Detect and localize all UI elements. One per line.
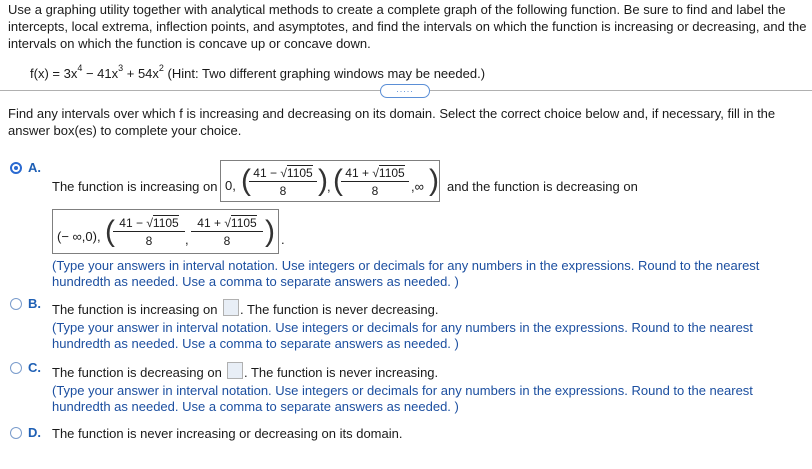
radio-option-b[interactable] <box>10 298 22 310</box>
close-paren: ) <box>318 164 328 197</box>
option-b-note: (Type your answer in interval notation. Use integers or decimals for any numbers in the expressions. Round to the nearest hundredth as needed. Use a comma to separate answers as needed. ) <box>52 320 753 351</box>
fx-hint: (Hint: Two different graphing windows may be needed.) <box>163 66 486 81</box>
fraction-numerator: 41 − √1105 <box>249 166 317 182</box>
comma: , <box>185 232 189 247</box>
increasing-answer-box[interactable] <box>220 160 440 202</box>
interval-end: ,∞ <box>411 179 424 194</box>
option-c-text-after: . The function is never increasing. <box>244 365 439 380</box>
fraction-2 <box>341 166 409 198</box>
fraction-denominator: 8 <box>145 234 153 248</box>
fx-exponent: 2 <box>158 63 164 73</box>
fraction-denominator: 8 <box>223 234 231 248</box>
fraction-numerator: 41 + √1105 <box>191 216 263 232</box>
fx-exponent: 4 <box>77 63 83 73</box>
radio-option-c[interactable] <box>10 362 22 374</box>
comma: , <box>327 179 331 194</box>
radio-option-a[interactable] <box>10 162 22 174</box>
fx-term: − 41x <box>82 66 119 81</box>
numerator-prefix: 41 − <box>253 166 281 180</box>
sqrt-argument: 1105 <box>230 216 257 230</box>
fraction-numerator: 41 + √1105 <box>341 166 409 182</box>
interval-start: 0, <box>225 178 236 193</box>
fraction-denominator: 8 <box>279 184 287 198</box>
close-paren: ) <box>265 215 275 248</box>
sqrt-argument: 1105 <box>378 166 405 180</box>
sqrt-argument: 1105 <box>152 216 179 230</box>
fraction-1 <box>249 166 317 198</box>
fraction-numerator: 41 − √1105 <box>113 216 185 232</box>
numerator-prefix: 41 − <box>119 216 147 230</box>
more-button[interactable]: ..... <box>380 84 430 98</box>
radio-option-d[interactable] <box>10 427 22 439</box>
option-c-letter: C. <box>28 360 41 375</box>
question-text: Use a graphing utility together with analytical methods to create a complete graph of the following function. Be sure to find and label the intercepts, local extrema, inflection points, and asymptotes, and find the intervals on which the function is increasing or decreasing, and the intervals on which the function is concave up or concave down. <box>8 2 807 51</box>
instruction-text: Find any intervals over which f is increasing and decreasing on its domain. Select the correct choice below and, if necessary, fill in the answer box(es) to complete your choice. <box>8 106 776 138</box>
option-a-note: (Type your answers in interval notation. Use integers or decimals for any numbers in the expressions. Round to the nearest hundredth as needed. Use a comma to separate answers as needed. ) <box>52 258 760 289</box>
option-d-text: The function is never increasing or decreasing on its domain. <box>52 426 403 441</box>
option-a-letter: A. <box>28 160 41 175</box>
option-b-letter: B. <box>28 296 41 311</box>
option-a-text-after: and the function is decreasing on <box>447 179 638 194</box>
option-b-answer-box[interactable] <box>223 299 239 316</box>
fx-term: + 54x <box>123 66 159 81</box>
period: . <box>281 232 285 247</box>
fraction-2 <box>191 216 263 248</box>
fraction-denominator: 8 <box>371 184 379 198</box>
option-b-text-before: The function is increasing on <box>52 302 218 317</box>
option-b-text-after: . The function is never decreasing. <box>240 302 439 317</box>
fx-exponent: 3 <box>118 63 124 73</box>
decreasing-answer-box[interactable] <box>52 209 279 254</box>
option-c-text-before: The function is decreasing on <box>52 365 222 380</box>
numerator-prefix: 41 + <box>197 216 225 230</box>
numerator-prefix: 41 + <box>345 166 373 180</box>
function-expression <box>30 63 486 81</box>
option-c-answer-box[interactable] <box>227 362 243 379</box>
open-paren: ( <box>105 215 115 248</box>
open-paren: ( <box>333 164 343 197</box>
close-paren: ) <box>429 164 439 197</box>
option-d-letter: D. <box>28 425 41 440</box>
interval-start: (− ∞,0), <box>57 229 101 244</box>
open-paren: ( <box>241 164 251 197</box>
sqrt-argument: 1105 <box>286 166 313 180</box>
fx-term: f(x) = 3x <box>30 66 78 81</box>
option-c-note: (Type your answer in interval notation. Use integers or decimals for any numbers in the expressions. Round to the nearest hundredth as needed. Use a comma to separate answers as needed. ) <box>52 383 753 414</box>
option-a-text-before: The function is increasing on <box>52 179 218 194</box>
fraction-1 <box>113 216 185 248</box>
